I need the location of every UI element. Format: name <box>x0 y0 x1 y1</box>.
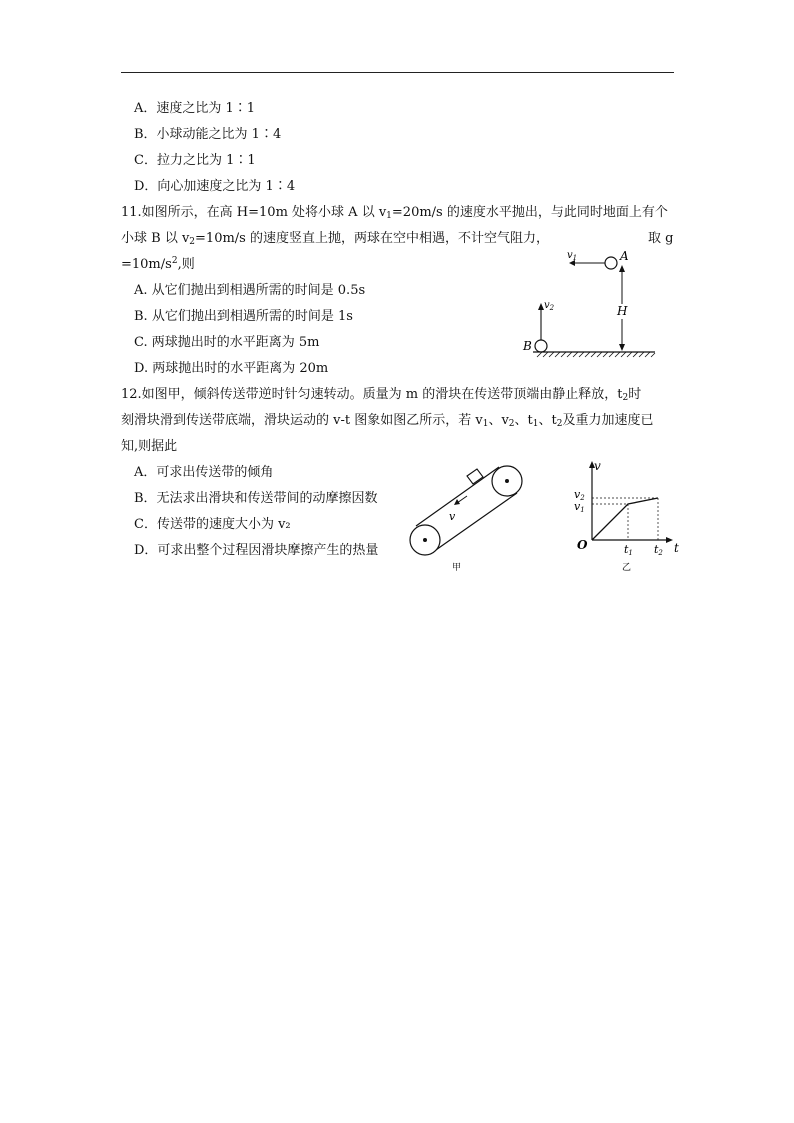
q11-option-c: C. 两球抛出时的水平距离为 5m <box>134 335 320 350</box>
q11-stem-line1: 11.如图所示，在高 H=10m 处将小球 A 以 $v_1=20m/s$ 的速度水平抛出，与此同时地面上有个 <box>121 205 668 221</box>
q11-option-b: B. 从它们抛出到相遇所需的时间是 1s <box>134 309 353 324</box>
header-rule <box>121 72 674 73</box>
h-arrowhead-up <box>619 265 625 272</box>
v2-label: $v_2$ <box>544 300 555 312</box>
slider-block <box>467 469 483 484</box>
caption-jia: 甲 <box>452 563 462 573</box>
q12-figure-jia <box>405 460 535 575</box>
q11-option-a: A. 从它们抛出到相遇所需的时间是 0.5s <box>134 283 366 298</box>
lower-pulley-axle <box>423 538 427 542</box>
upper-pulley-axle <box>505 479 509 483</box>
q12-option-b: B．无法求出滑块和传送带间的动摩擦因数 <box>134 491 378 506</box>
q12-option-c: C．传送带的速度大小为 v₂ <box>134 517 291 532</box>
guide-lines <box>592 498 658 540</box>
q10-option-c: C．拉力之比为 1∶1 <box>134 153 256 168</box>
v1-label: $v_1$ <box>567 250 578 262</box>
v1-tick-label: v1 <box>574 500 585 514</box>
belt-bottom <box>433 493 517 552</box>
q10-option-d: D．向心加速度之比为 1∶4 <box>134 179 296 194</box>
origin-label: O <box>577 538 588 552</box>
q10-option-b: B．小球动能之比为 1∶4 <box>134 127 282 142</box>
t1-tick-label: t1 <box>624 543 633 557</box>
q11-figure <box>505 244 665 364</box>
q12-stem-line3: 知,则据此 <box>121 439 178 454</box>
q11-option-d: D. 两球抛出时的水平距离为 20m <box>134 361 329 376</box>
caption-yi: 乙 <box>622 563 632 573</box>
belt-velocity-label: v <box>449 510 456 523</box>
q11-stem-line3: $=10m/s^2$,则 <box>121 256 195 272</box>
q10-option-a: A．速度之比为 1∶1 <box>134 101 256 116</box>
t2-tick-label: t2 <box>654 543 663 557</box>
q11-stem-line2: 小球 B 以 $v_2=10m/s$ 的速度竖直上抛，两球在空中相遇，不计空气阻力， 取 g <box>121 231 674 247</box>
q12-stem-line1: 12.如图甲，倾斜传送带逆时针匀速转动。质量为 m 的滑块在传送带顶端由静止释放，$t_2$时 <box>121 387 642 403</box>
q12-figure-yi <box>570 458 685 576</box>
v2-tick-label: v2 <box>574 488 585 502</box>
label-a: A <box>620 249 629 263</box>
ball-b <box>535 340 547 352</box>
h-arrowhead-down <box>619 344 625 351</box>
q12-stem-line2: 刻滑块滑到传送带底端，滑块运动的 v-t 图象如图乙所示，若 $v_1$、$v_2$、$t_1$、$t_2$及重力加速度已 <box>121 413 654 429</box>
axis-v-label: v <box>594 459 601 473</box>
q12-option-a: A．可求出传送带的倾角 <box>134 465 274 480</box>
label-h: H <box>617 304 628 318</box>
q12-option-d: D．可求出整个过程因滑块摩擦产生的热量 <box>134 543 379 558</box>
belt-top <box>416 467 499 526</box>
axis-t-label: t <box>674 541 679 555</box>
label-b: B <box>523 339 532 353</box>
t-axis-arrowhead <box>666 537 673 543</box>
ground-hatching <box>537 352 655 357</box>
ball-a <box>605 257 617 269</box>
